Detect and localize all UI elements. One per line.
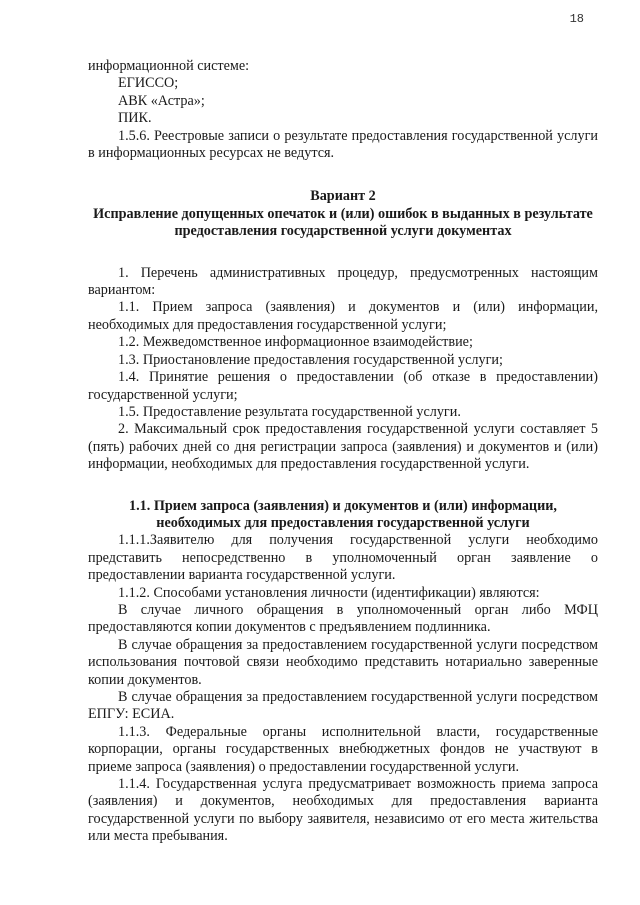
- max-term-paragraph: 2. Максимальный срок предоставления государственной услуги составляет 5 (пять) рабочих дней со дня регистрации запроса (заявления) и документов и (или) информации, необходимых для предоставления государственной услуги.: [88, 421, 598, 473]
- page-number: 18: [569, 12, 584, 26]
- variant-subtitle: Исправление допущенных опечаток и (или) ошибок в выданных в результате предоставления государственной услуги документах: [93, 205, 593, 240]
- section-paragraph: 1.1.3. Федеральные органы исполнительной власти, государственные корпорации, органы государственных внебюджетных фондов не участвуют в приеме запроса (заявления) о предоставлении государственной услуги.: [88, 723, 598, 775]
- system-item-egisso: ЕГИССО;: [118, 75, 179, 92]
- system-item-avk-astra: АВК «Астра»;: [118, 92, 205, 109]
- section-heading: 1.1. Прием запроса (заявления) и документов и (или) информации, необходимых для предоставления государственной услуги: [129, 497, 557, 531]
- section-paragraph: В случае личного обращения в уполномоченный орган либо МФЦ предоставляются копии документов с предъявлением подлинника.: [88, 601, 598, 636]
- document-body: [88, 58, 598, 846]
- procedure-item: 1.4. Принятие решения о предоставлении (об отказе в предоставлении) государственной услуги;: [88, 369, 598, 403]
- section-paragraph: В случае обращения за предоставлением государственной услуги посредством ЕПГУ: ЕСИА.: [88, 689, 598, 723]
- section-paragraph: 1.1.2. Способами установления личности (идентификации) являются:: [118, 584, 540, 601]
- procedures-intro: 1. Перечень административных процедур, предусмотренных настоящим вариантом:: [88, 264, 598, 299]
- intro-line: информационной системе:: [88, 58, 250, 74]
- variant-title: Вариант 2: [310, 188, 376, 205]
- section-paragraph: 1.1.4. Государственная услуга предусматривает возможность приема запроса (заявления) и документов, необходимых для предоставления варианта государственной услуги по выбору заявителя, независимо от его места жительства или места пребывания.: [88, 776, 598, 845]
- section-paragraph: 1.1.1.Заявителю для получения государственной услуги необходимо представить непосредственно в уполномоченный орган заявление о предоставлении варианта государственной услуги.: [88, 532, 598, 584]
- procedure-item: 1.5. Предоставление результата государственной услуги.: [118, 403, 461, 420]
- procedure-item: 1.2. Межведомственное информационное взаимодействие;: [118, 334, 473, 351]
- section-paragraph: В случае обращения за предоставлением государственной услуги посредством использования почтовой связи необходимо представить нотариально заверенные копии документов.: [88, 636, 598, 688]
- procedure-item: 1.3. Приостановление предоставления государственной услуги;: [118, 351, 503, 368]
- system-item-pik: ПИК.: [118, 110, 152, 127]
- procedure-item: 1.1. Прием запроса (заявления) и документов и (или) информации, необходимых для предоставления государственной услуги;: [88, 299, 598, 333]
- registry-paragraph: 1.5.6. Реестровые записи о результате предоставления государственной услуги в информационных ресурсах не ведутся.: [88, 127, 598, 162]
